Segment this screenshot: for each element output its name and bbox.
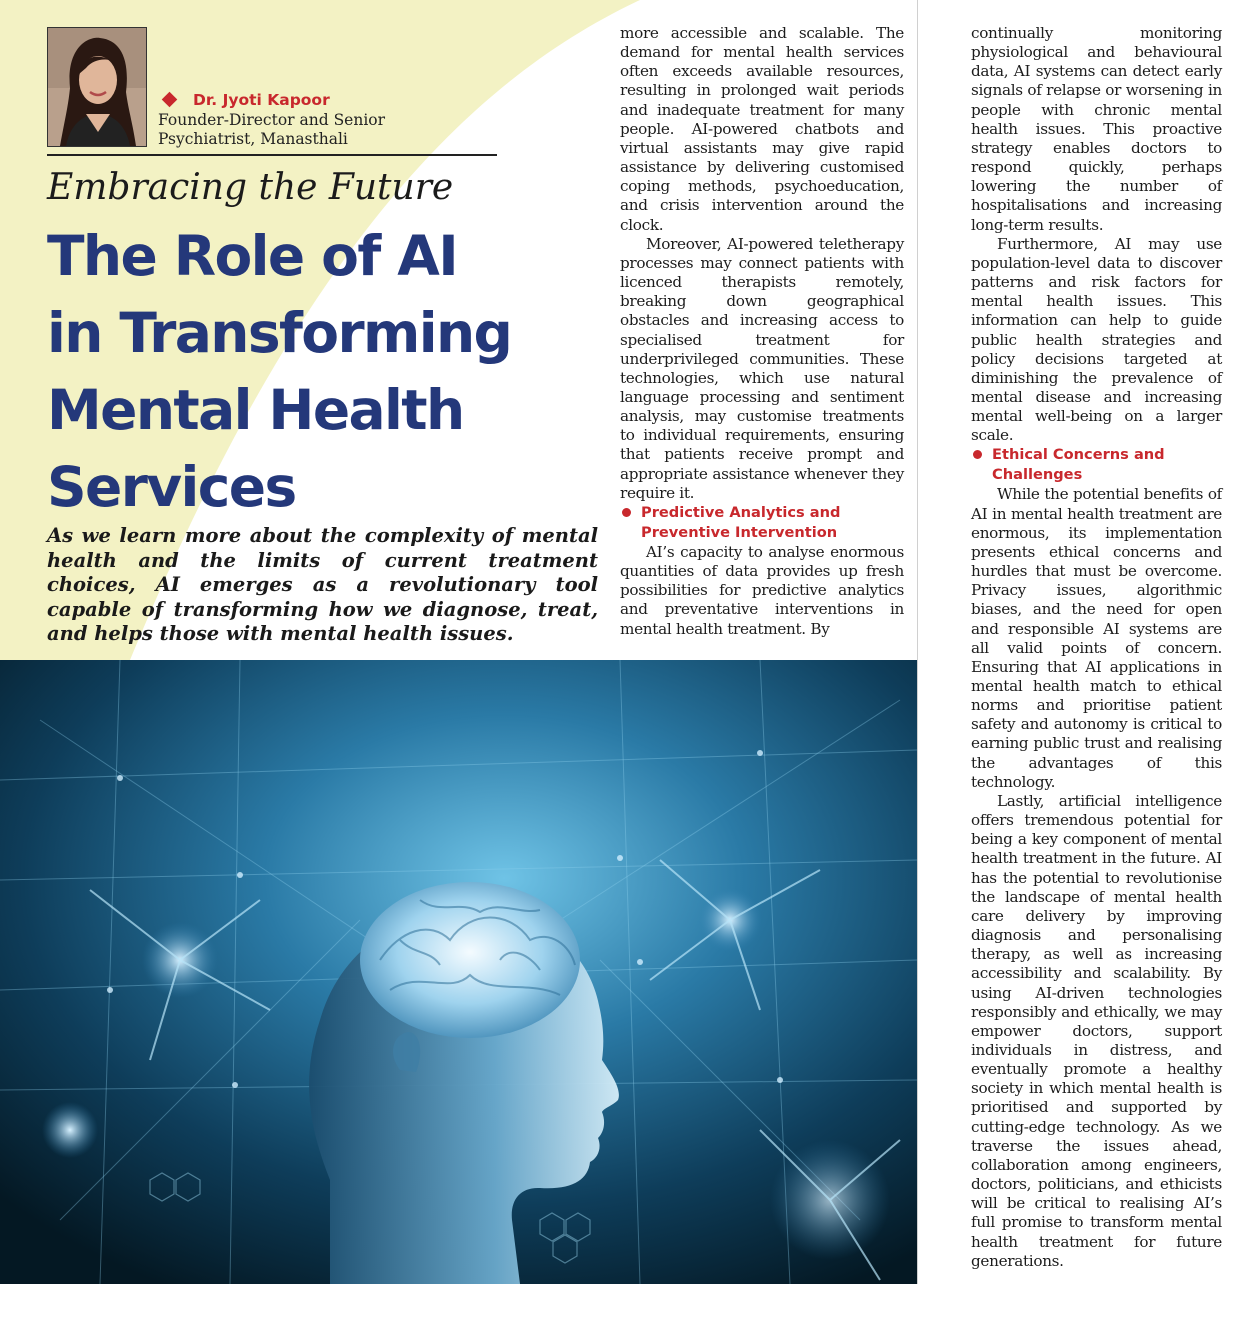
author-name: Dr. Jyoti Kapoor [193,91,330,109]
kicker: Embracing the Future [47,167,454,208]
headline-line-3: Mental Health [47,378,464,442]
headline-line-1: The Role of AI [47,224,458,288]
subhead-line-2: Challenges [992,466,1083,484]
byline-rule [47,154,497,156]
article-column-2 [620,24,904,639]
author-role-line-1: Founder-Director and Senior [158,111,386,129]
author-role-line-2: Psychiatrist, Manasthali [158,130,348,148]
col2-paragraph-1: more accessible and scalable. The demand for mental health services often exceeds available resources, resulting in prolonged wait periods and inadequate treatment for many people. AI-powered chatbots and virtual assistants may give rapid assistance by delivering customised coping methods, psychoeducation, and crisis intervention around the clock. [620,24,904,234]
subhead-line-1: Ethical Concerns and [992,446,1165,464]
standfirst: As we learn more about the complexity of mental health and the limits of current treatment choices, AI emerges as a revolutionary tool capable of transforming how we diagnose, treat, and helps those with mental health issues. [47,524,598,645]
col2-paragraph-3: AI’s capacity to analyse enormous quantities of data provides up fresh possibilities for predictive analytics and preventative interventions in mental health treatment. By [620,542,904,638]
hero-image [0,660,917,1284]
col3-paragraph-2: Furthermore, AI may use population-level data to discover patterns and risk factors for mental health issues. This information can help to guide public health strategies and policy decisions targeted at diminishing the prevalence of mental disease and increasing mental well-being on a larger scale. [971,234,1222,445]
author-photo [47,27,147,147]
col2-paragraph-2: Moreover, AI-powered teletherapy processes may connect patients with licenced therapists remotely, breaking down geographical obstacles and increasing access to specialised treatment for underprivileged communities. These technologies, which use natural language processing and sentiment analysis, may customise treatments to individual requirements, ensuring that patients receive prompt and appropriate assistance whenever they require it. [620,234,904,502]
headline-line-2: in Transforming [47,301,512,365]
subhead-ethical-concerns [971,445,1222,485]
byline-diamond-icon [162,92,178,108]
subhead-line-2: Preventive Intervention [641,523,838,541]
subhead-predictive-analytics [620,503,904,543]
article-column-3 [971,24,1222,1271]
col3-paragraph-4: Lastly, artificial intelligence offers tremendous potential for being a key component of mental health treatment in the future. AI has the potential to revolutionise the landscape of mental health care delivery by improving diagnosis and personalising therapy, as well as increasing accessibility and scalability. By using AI-driven technologies responsibly and ethically, we may empower doctors, support individuals in distress, and eventually promote a healthy society in which mental health is prioritised and supported by cutting-edge technology. As we traverse the issues ahead, collaboration among engineers, doctors, politicians, and ethicists will be critical to realising AI’s full promise to transform mental health treatment for future generations. [971,791,1222,1270]
headline [47,218,607,526]
column-divider [917,0,918,1284]
byline [158,90,488,149]
bullet-dot-icon [973,450,982,459]
col3-paragraph-1: continually monitoring physiological and behavioural data, AI systems can detect early signals of relapse or worsening in people with chronic mental health issues. This proactive strategy enables doctors to respond quickly, perhaps lowering the number of hospitalisations and increasing long-term results. [971,24,1222,234]
bullet-dot-icon [622,508,631,517]
headline-line-4: Services [47,455,296,519]
col3-paragraph-3: While the potential benefits of AI in mental health treatment are enormous, its implementation presents ethical concerns and hurdles that must be overcome. Privacy issues, algorithmic biases, and the need for open and responsible AI systems are all valid points of concern. Ensuring that AI applications in mental health match to ethical norms and prioritise patient safety and autonomy is critical to earning public trust and realising the advantages of this technology. [971,485,1222,791]
subhead-line-1: Predictive Analytics and [641,503,841,521]
